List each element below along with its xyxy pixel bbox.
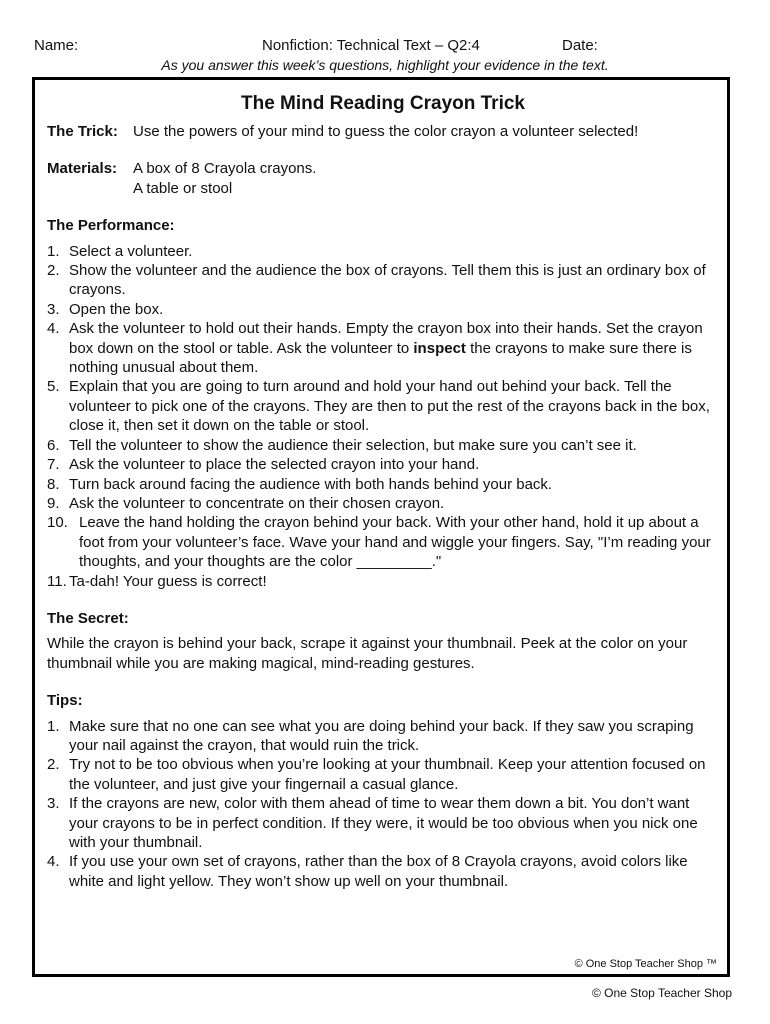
step-item: 7. Ask the volunteer to place the selected crayon into your hand. [47, 456, 480, 474]
article-title: The Mind Reading Crayon Trick [241, 93, 525, 114]
performance-heading: The Performance: [47, 217, 175, 235]
secret-text: While the crayon is behind your back, scrape it against your thumbnail. Peek at the color on your thumbnail while you are making magical, mind-reading gestures. [47, 635, 688, 672]
tip-item: 3. If the crayons are new, color with them ahead of time to wear them down a bit. You don’t want your crayons to be in perfect condition. If they were, it would be too obvious when you nick one with your thumbnail. [47, 795, 698, 851]
tips-list [47, 717, 719, 892]
page-copyright: © One Stop Teacher Shop [591, 986, 732, 1000]
tips-heading: Tips: [47, 692, 83, 710]
trick-label: The Trick: [47, 123, 118, 140]
article-box [32, 77, 730, 977]
step-item: 10. Leave the hand holding the crayon behind your back. With your other hand, hold it up about a foot from your volunteer’s face. Wave your hand and wiggle your fingers. Say, "I’m reading your thoughts, and your thoughts are the color _________." [47, 514, 711, 571]
worksheet-title: Nonfiction: Technical Text – Q2:4 [262, 37, 480, 54]
secret-heading: The Secret: [47, 609, 129, 627]
trick-row [47, 122, 719, 141]
tip-item: 1. Make sure that no one can see what you are doing behind your back. If they saw you scraping your nail against the crayon, that would ruin the trick. [47, 717, 694, 754]
tip-item: 2. Try not to be too obvious when you’re looking at your thumbnail. Keep your attention focused on the volunteer, and just give your fingernail a casual glance. [47, 756, 706, 793]
step-item: 2. Show the volunteer and the audience the box of crayons. Tell them this is just an ordinary box of crayons. [47, 262, 706, 299]
step-item: 4. Ask the volunteer to hold out their hands. Empty the crayon box into their hands. Set the crayon box down on the stool or table. Ask the volunteer to inspect the crayons to make sure there is nothing unusual about them. [47, 320, 703, 377]
step-item: 1. Select a volunteer. [47, 242, 193, 260]
instructions: As you answer this week’s questions, highlight your evidence in the text. [161, 57, 609, 73]
material-item: A table or stool [133, 179, 233, 197]
step-item: 11. Ta-dah! Your guess is correct! [47, 572, 267, 590]
step-item: 6. Tell the volunteer to show the audience their selection, but make sure you can’t see it. [47, 436, 637, 454]
materials-label: Materials: [47, 160, 118, 178]
inspect-keyword: inspect [413, 339, 466, 357]
tip-item: 4. If you use your own set of crayons, rather than the box of 8 Crayola crayons, avoid colors like white and light yellow. They won’t show up well on your thumbnail. [47, 853, 688, 890]
step-item: 3. Open the box. [47, 300, 164, 318]
performance-steps [47, 242, 719, 591]
inbox-copyright: © One Stop Teacher Shop ™ [574, 958, 717, 970]
name-label: Name: [34, 37, 79, 54]
material-item: A box of 8 Crayola crayons. [133, 160, 317, 178]
step-item: 8. Turn back around facing the audience with both hands behind your back. [47, 475, 553, 493]
step-item: 5. Explain that you are going to turn around and hold your hand out behind your back. Tell the volunteer to pick one of the crayons. They are then to put the rest of the crayons back in the box, close it, then set it down on the table or stool. [47, 378, 710, 435]
step-item: 9. Ask the volunteer to concentrate on their chosen crayon. [47, 494, 445, 512]
date-label: Date: [562, 37, 598, 54]
materials-row [47, 159, 719, 198]
trick-text: Use the powers of your mind to guess the color crayon a volunteer selected! [133, 123, 639, 140]
